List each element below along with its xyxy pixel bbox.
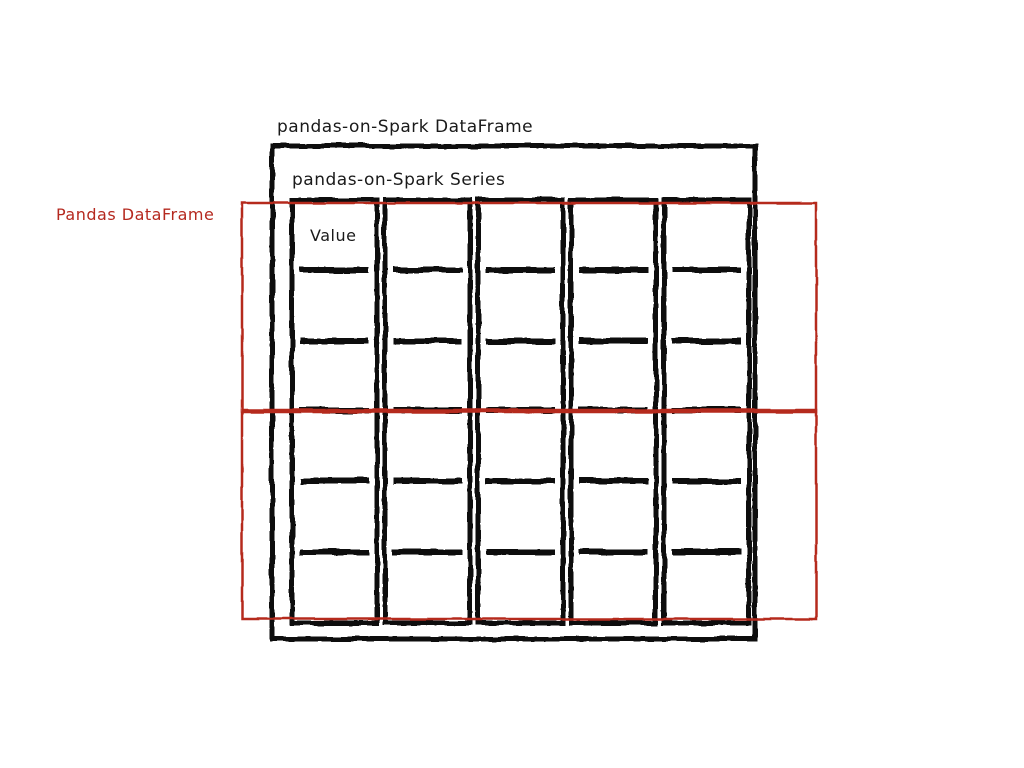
pandas-on-spark-series-label: pandas-on-Spark Series	[292, 170, 506, 190]
pandas-on-spark-dataframe-box	[272, 146, 755, 639]
pandas-on-spark-dataframe-label: pandas-on-Spark DataFrame	[277, 117, 534, 137]
pandas-dataframe-label: Pandas DataFrame	[56, 205, 215, 224]
value-cell-label: Value	[310, 226, 357, 245]
pandas-dataframe-box-bottom	[242, 410, 816, 619]
